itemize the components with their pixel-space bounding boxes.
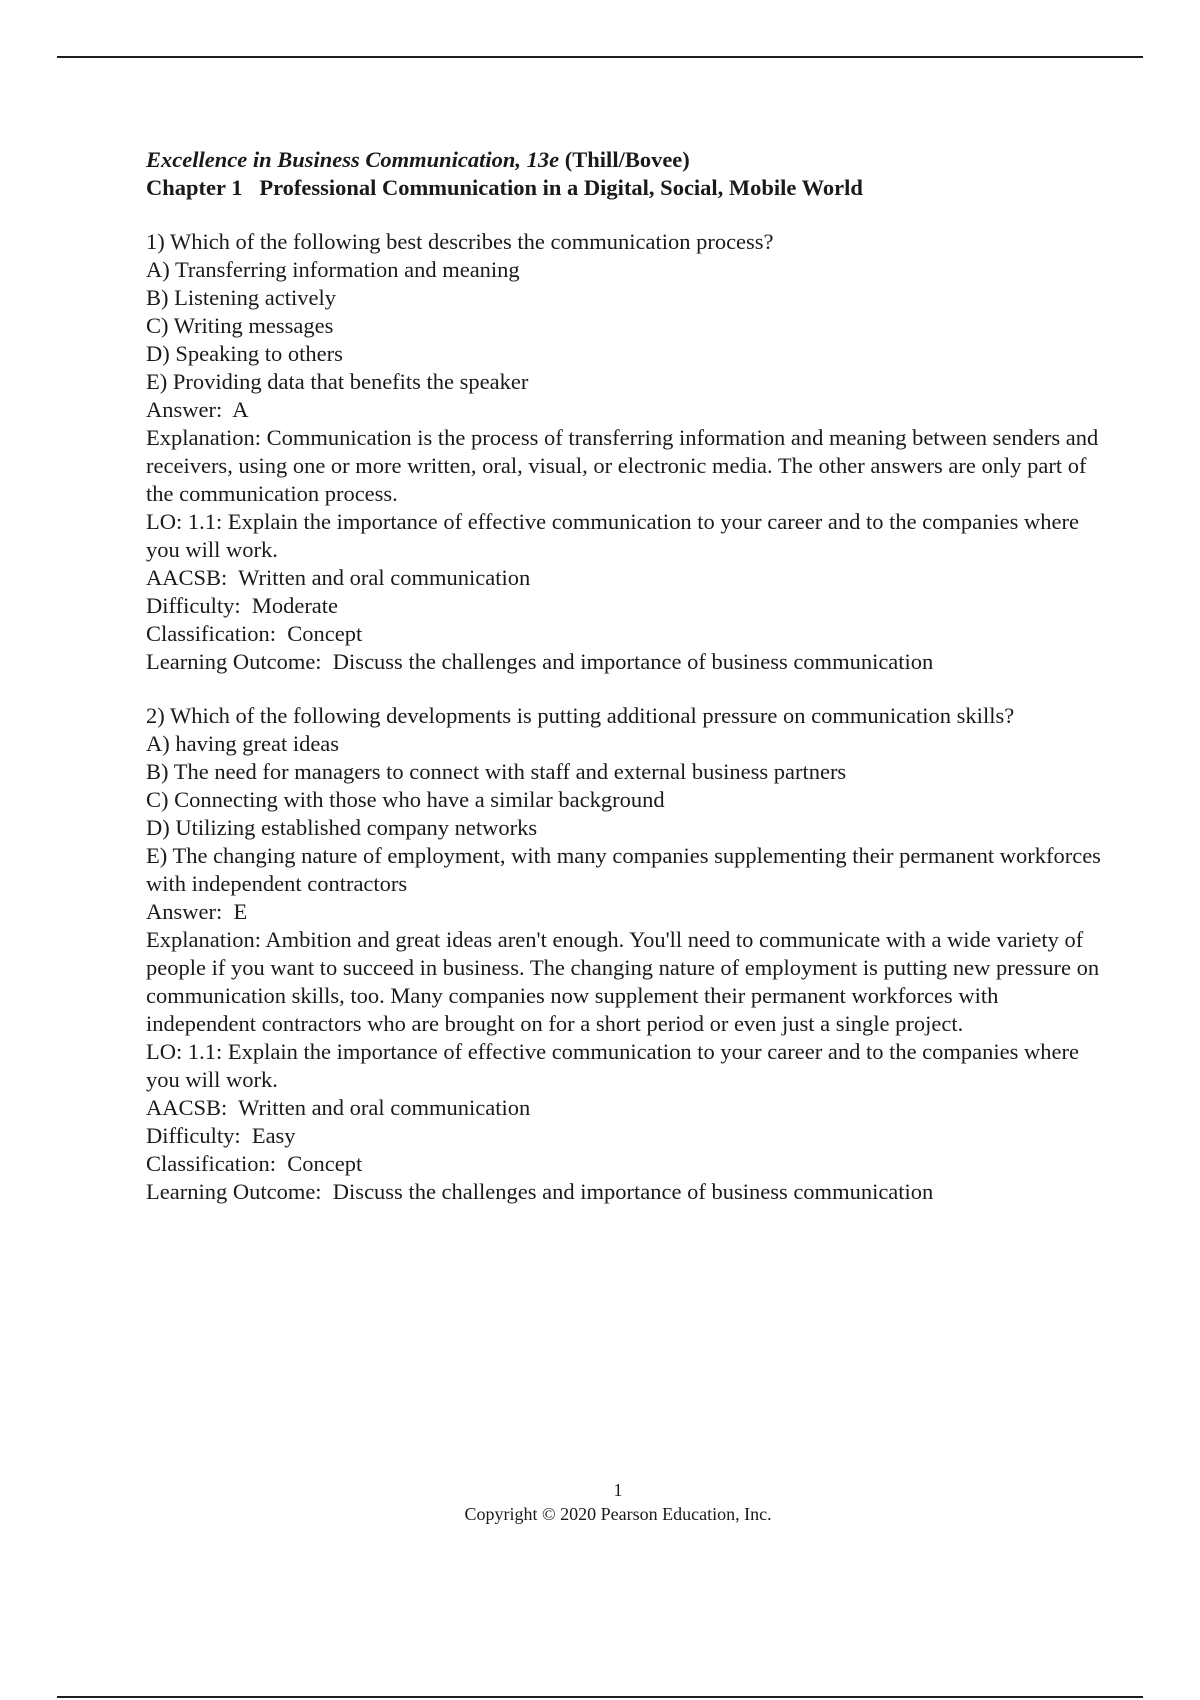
chapter-title: Chapter 1 Professional Communication in a Digital, Social, Mobile World — [146, 175, 863, 200]
option-e: E) The changing nature of employment, with many companies supplementing their permanent workforces with independent contractors — [146, 843, 1101, 896]
book-authors: (Thill/Bovee) — [559, 147, 690, 172]
copyright-notice: Copyright © 2020 Pearson Education, Inc. — [464, 1504, 772, 1524]
learning-objective: LO: 1.1: Explain the importance of effective communication to your career and to the companies where you will work. — [146, 509, 1079, 562]
option-a: A) having great ideas — [146, 731, 340, 756]
learning-objective: LO: 1.1: Explain the importance of effective communication to your career and to the companies where you will work. — [146, 1039, 1079, 1092]
page-number: 1 — [613, 1480, 623, 1500]
option-c: C) Connecting with those who have a similar background — [146, 787, 665, 812]
learning-outcome: Learning Outcome: Discuss the challenges and importance of business communication — [146, 1179, 934, 1204]
explanation: Explanation: Ambition and great ideas aren't enough. You'll need to communicate with a wide variety of people if you want to succeed in business. The changing nature of employment is putting new pressure on communication skills, too. Many companies now supplement their permanent workforces with independent contractors who are brought on for a short period or even just a single project. — [146, 927, 1100, 1036]
option-d: D) Speaking to others — [146, 341, 343, 366]
classification: Classification: Concept — [146, 621, 363, 646]
question-2 — [146, 702, 1106, 1206]
bottom-rule — [57, 1696, 1143, 1698]
aacsb: AACSB: Written and oral communication — [146, 565, 531, 590]
answer: Answer: E — [146, 899, 248, 924]
option-e: E) Providing data that benefits the speaker — [146, 369, 529, 394]
difficulty: Difficulty: Easy — [146, 1123, 296, 1148]
option-c: C) Writing messages — [146, 313, 334, 338]
option-a: A) Transferring information and meaning — [146, 257, 520, 282]
explanation: Explanation: Communication is the process of transferring information and meaning between senders and receivers, using one or more written, oral, visual, or electronic media. The other answers are only part of the communication process. — [146, 425, 1099, 506]
learning-outcome: Learning Outcome: Discuss the challenges and importance of business communication — [146, 649, 934, 674]
book-title-line — [146, 146, 1106, 174]
option-d: D) Utilizing established company networks — [146, 815, 538, 840]
book-title: Excellence in Business Communication, 13e — [146, 147, 560, 172]
question-stem: 1) Which of the following best describes the communication process? — [146, 229, 774, 254]
top-rule — [57, 56, 1143, 58]
difficulty: Difficulty: Moderate — [146, 593, 339, 618]
option-b: B) Listening actively — [146, 285, 336, 310]
answer: Answer: A — [146, 397, 249, 422]
option-b: B) The need for managers to connect with staff and external business partners — [146, 759, 847, 784]
aacsb: AACSB: Written and oral communication — [146, 1095, 531, 1120]
classification: Classification: Concept — [146, 1151, 363, 1176]
question-stem: 2) Which of the following developments is putting additional pressure on communication skills? — [146, 703, 1015, 728]
question-1 — [146, 228, 1106, 676]
page-content — [146, 146, 1106, 1206]
